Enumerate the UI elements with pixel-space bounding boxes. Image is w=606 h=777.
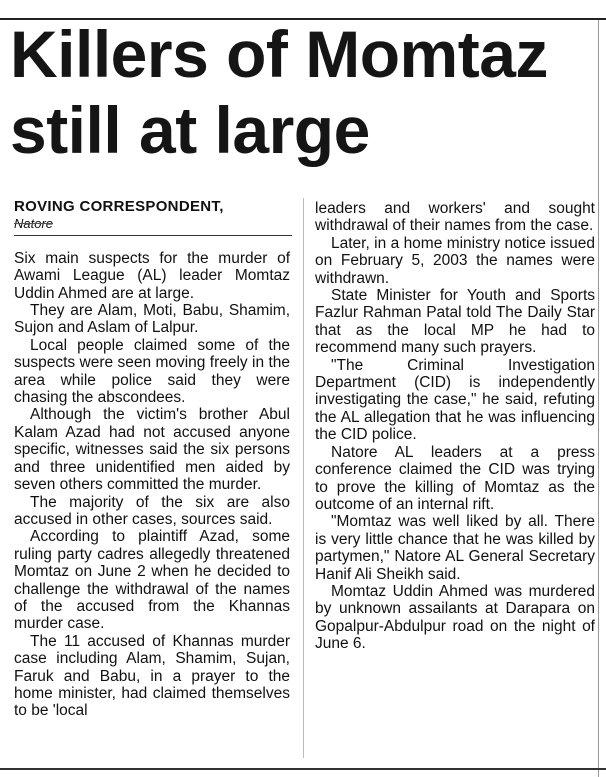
article-paragraph: According to plaintiff Azad, some ruling party cadres allegedly threatened Momtaz on June 2 when he decided to challenge the withdrawal of the names of the accused from the Khannas murder case. bbox=[14, 528, 290, 633]
article-paragraph: The 11 accused of Khannas murder case including Alam, Shamim, Sujan, Faruk and Babu, in a prayer to the home minister, had claimed themselves to be 'local bbox=[14, 632, 290, 720]
article-paragraph: Although the victim's brother Abul Kalam Azad had not accused anyone specific, witnesses said the six persons and three unidentified men aided by seven others committed the murder. bbox=[14, 406, 290, 494]
article-paragraph: "Momtaz was well liked by all. There is very little chance that he was killed by partymen," Natore AL General Secretary Hanif Ali Sheikh said. bbox=[315, 513, 595, 583]
article-right-column bbox=[315, 200, 595, 653]
article-paragraph: They are Alam, Moti, Babu, Shamim, Sujon and Aslam of Lalpur. bbox=[14, 302, 290, 337]
article-paragraph: leaders and workers' and sought withdrawal of their names from the case. bbox=[315, 200, 595, 235]
column-divider bbox=[303, 198, 304, 758]
column-edge-rule bbox=[598, 20, 599, 777]
headline-line-1: Killers of Momtaz bbox=[10, 17, 548, 91]
bottom-rule bbox=[0, 768, 606, 770]
article-paragraph: Momtaz Uddin Ahmed was murdered by unknown assailants at Darapara on Gopalpur-Abdulpur road on the night of June 6. bbox=[315, 582, 595, 653]
article-paragraph: "The Criminal Investigation Department (CID) is independently investigating the case," he said, refuting the AL allegation that he was influencing the CID police. bbox=[315, 356, 595, 444]
article-paragraph: Local people claimed some of the suspects were seen moving freely in the area while police said they were chasing the abscondees. bbox=[14, 336, 290, 407]
article-paragraph: Later, in a home ministry notice issued on February 5, 2003 the names were withdrawn. bbox=[315, 234, 595, 287]
article-paragraph: Natore AL leaders at a press conference claimed the CID was trying to prove the killing of Momtaz as the outcome of an internal rift. bbox=[315, 443, 595, 513]
byline-dateline: Natore bbox=[14, 215, 292, 235]
headline-line-2: still at large bbox=[10, 93, 370, 167]
article-paragraph: Six main suspects for the murder of Awami League (AL) leader Momtaz Uddin Ahmed are at large. bbox=[14, 249, 290, 302]
byline-author: ROVING CORRESPONDENT, bbox=[14, 198, 224, 215]
article-left-column bbox=[14, 198, 290, 720]
article-paragraph: State Minister for Youth and Sports Fazlur Rahman Patal told The Daily Star that as the local MP he had to recommend many such prayers. bbox=[315, 287, 595, 357]
headline bbox=[10, 16, 590, 168]
article-paragraph: The majority of the six are also accused in other cases, sources said. bbox=[14, 493, 290, 528]
